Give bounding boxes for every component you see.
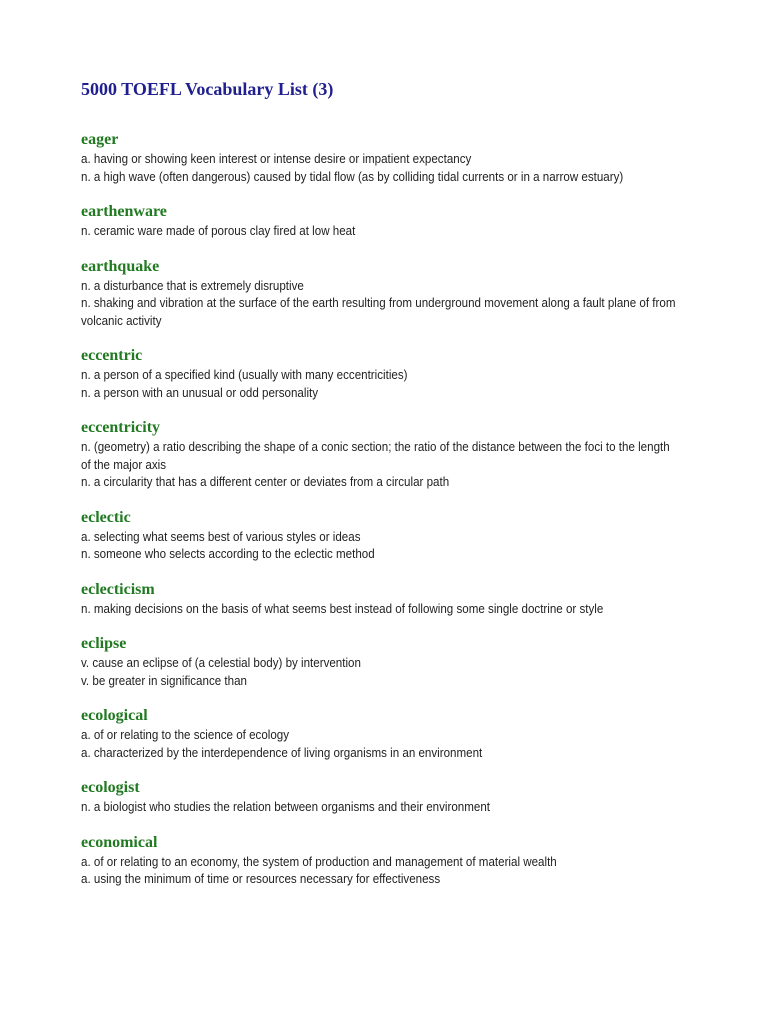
definition-list xyxy=(81,854,681,889)
entry-headword: earthenware xyxy=(81,203,167,220)
definition-list xyxy=(81,799,681,817)
definition-line: a. having or showing keen interest or intense desire or impatient expectancy xyxy=(81,152,472,166)
entry-headword: eclipse xyxy=(81,635,127,652)
vocabulary-entry xyxy=(81,130,681,186)
definition-line: n. shaking and vibration at the surface of the earth resulting from underground movement along a fault plane of from volcanic activity xyxy=(81,296,676,328)
definition-line: v. cause an eclipse of (a celestial body) by intervention xyxy=(81,656,361,670)
vocabulary-entry xyxy=(81,508,681,564)
vocabulary-entry xyxy=(81,833,681,889)
vocabulary-entry xyxy=(81,418,681,492)
entry-headword: eccentric xyxy=(81,347,143,364)
document-title: 5000 TOEFL Vocabulary List (3) xyxy=(81,79,334,99)
definition-list xyxy=(81,439,681,492)
entry-headword: eccentricity xyxy=(81,419,161,436)
vocabulary-entry xyxy=(81,778,681,817)
definition-line: n. a person of a specified kind (usually with many eccentricities) xyxy=(81,368,408,382)
definition-list xyxy=(81,223,681,241)
definition-list xyxy=(81,529,681,564)
definition-line: v. be greater in significance than xyxy=(81,673,247,688)
vocabulary-entry xyxy=(81,346,681,402)
definition-line: n. a disturbance that is extremely disruptive xyxy=(81,278,304,293)
entry-headword: ecological xyxy=(81,707,148,724)
definition-list xyxy=(81,278,681,331)
definition-list xyxy=(81,655,681,690)
entry-headword: eclecticism xyxy=(81,580,155,598)
definition-line: a. of or relating to the science of ecology xyxy=(81,728,290,742)
vocabulary-entry xyxy=(81,634,681,690)
definition-list xyxy=(81,367,681,402)
vocabulary-list xyxy=(81,130,681,889)
definition-list xyxy=(81,727,681,762)
vocabulary-entry xyxy=(81,706,681,762)
vocabulary-entry xyxy=(81,257,681,331)
definition-list xyxy=(81,601,681,619)
entry-headword: earthquake xyxy=(81,257,160,275)
entry-headword: eager xyxy=(81,131,119,148)
definition-line: n. a circularity that has a different center or deviates from a circular path xyxy=(81,475,450,489)
definition-line: n. a high wave (often dangerous) caused by tidal flow (as by colliding tidal currents or in a narrow estuary) xyxy=(81,169,624,184)
definition-line: n. a biologist who studies the relation between organisms and their environment xyxy=(81,800,490,814)
definition-line: n. someone who selects according to the eclectic method xyxy=(81,547,375,561)
definition-list xyxy=(81,151,681,186)
vocabulary-entry xyxy=(81,202,681,241)
document-page xyxy=(81,78,681,905)
definition-line: a. selecting what seems best of various styles or ideas xyxy=(81,529,361,544)
definition-line: n. a person with an unusual or odd personality xyxy=(81,385,319,400)
entry-headword: economical xyxy=(81,833,158,851)
vocabulary-entry xyxy=(81,580,681,619)
entry-headword: eclectic xyxy=(81,508,131,526)
entry-headword: ecologist xyxy=(81,779,140,796)
definition-line: a. characterized by the interdependence of living organisms in an environment xyxy=(81,745,483,760)
definition-line: a. using the minimum of time or resources necessary for effectiveness xyxy=(81,872,441,886)
definition-line: n. (geometry) a ratio describing the shape of a conic section; the ratio of the distance between the foci to the length of the major axis xyxy=(81,440,670,472)
definition-line: a. of or relating to an economy, the system of production and management of material wealth xyxy=(81,854,557,869)
definition-line: n. ceramic ware made of porous clay fired at low heat xyxy=(81,224,356,238)
definition-line: n. making decisions on the basis of what seems best instead of following some single doctrine or style xyxy=(81,601,604,616)
